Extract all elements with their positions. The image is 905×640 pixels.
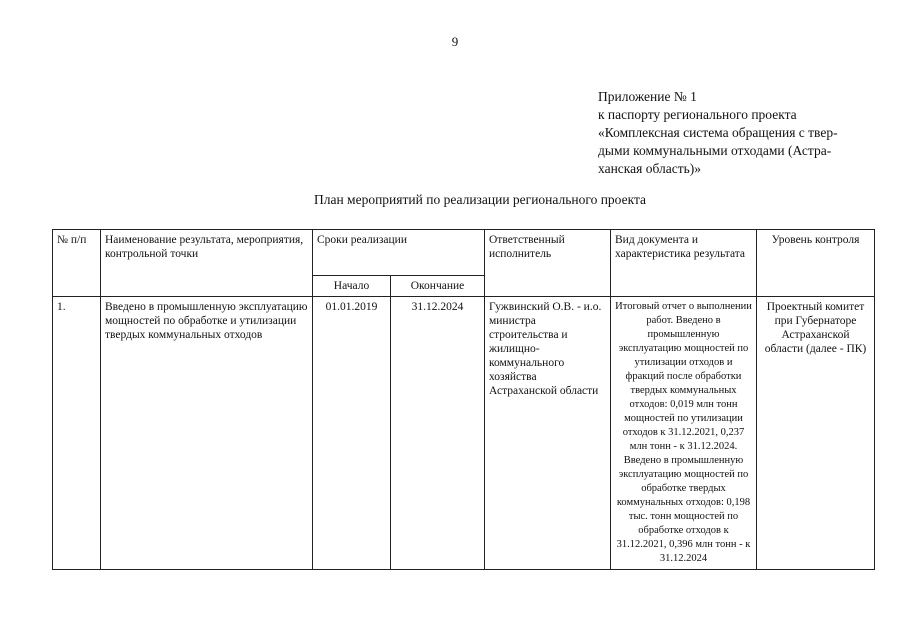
header-doc: Вид документа и характеристика результата [611, 230, 757, 297]
page-number: 9 [451, 34, 459, 49]
plan-table [52, 229, 875, 570]
appendix-line: к паспорту регионального проекта [598, 107, 797, 122]
header-start: Начало [313, 276, 391, 297]
header-name: Наименование результата, мероприятия, контрольной точки [101, 230, 313, 297]
row-control: Проектный комитет при Губернаторе Астраханской области (далее - ПК) [757, 297, 875, 570]
header-end: Окончание [391, 276, 485, 297]
row-name: Введено в промышленную эксплуатацию мощностей по обработке и утилизации твердых коммунальных отходов [101, 297, 313, 570]
row-start: 01.01.2019 [313, 297, 391, 570]
header-control: Уровень контроля [757, 230, 875, 297]
row-doc: Итоговый отчет о выполнении работ. Введено в промышленную эксплуатацию мощностей по утилизации отходов и фракций после обработки твердых коммунальных отходов: 0,019 млн тонн мощностей по утилизации отходов к 31.12.2021, 0,237 млн тонн - к 31.12.2024. Введено в промышленную эксплуатацию мощностей по обработке твердых коммунальных отходов: 0,198 тыс. тонн мощностей по обработке отходов к 31.12.2021, 0,396 млн тонн - к 31.12.2024 [611, 297, 757, 570]
header-responsible: Ответственный исполнитель [485, 230, 611, 297]
row-num: 1. [53, 297, 101, 570]
header-num: № п/п [53, 230, 101, 297]
appendix-line: «Комплексная система обращения с твер- [598, 125, 838, 140]
table-header-row [53, 230, 875, 276]
row-responsible: Гужвинский О.В. - и.о. министра строительства и жилищно-коммунального хозяйства Астраханской области [485, 297, 611, 570]
header-terms: Сроки реализации [313, 230, 485, 276]
row-end: 31.12.2024 [391, 297, 485, 570]
appendix-line: ханская область)» [598, 161, 702, 176]
appendix-line: Приложение № 1 [598, 89, 697, 104]
plan-title: План мероприятий по реализации регионального проекта [313, 192, 647, 207]
appendix-block [598, 88, 883, 178]
table-row [53, 297, 875, 570]
appendix-line: дыми коммунальными отходами (Астра- [598, 143, 832, 158]
